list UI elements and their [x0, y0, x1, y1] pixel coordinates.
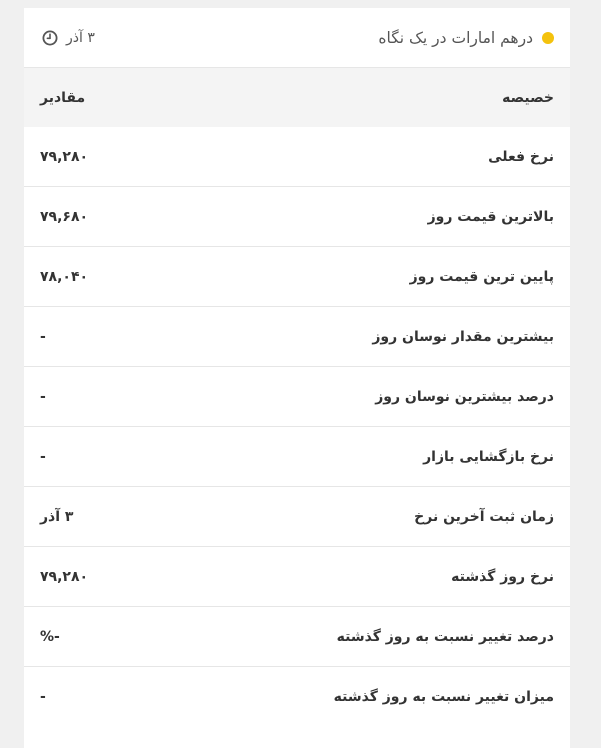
column-header-value: مقادیر [24, 68, 206, 127]
table-header-row [24, 68, 570, 127]
date-text: ۳ آذر [66, 29, 95, 46]
row-label: بیشترین مقدار نوسان روز [206, 307, 570, 367]
row-value: - [24, 367, 206, 427]
row-label: بالاترین قیمت روز [206, 187, 570, 247]
row-label: درصد بیشترین نوسان روز [206, 367, 570, 427]
card-title-group [378, 29, 554, 47]
column-header-property: خصیصه [206, 68, 570, 127]
table-row [24, 367, 570, 427]
row-label: میزان تغییر نسبت به روز گذشته [206, 667, 570, 727]
row-label: نرخ روز گذشته [206, 547, 570, 607]
table-row [24, 547, 570, 607]
table-row [24, 487, 570, 547]
row-value: ۷۹,۶۸۰ [24, 187, 206, 247]
row-label: زمان ثبت آخرین نرخ [206, 487, 570, 547]
table-row [24, 427, 570, 487]
row-label: نرخ بازگشایی بازار [206, 427, 570, 487]
row-value: ۷۹,۲۸۰ [24, 547, 206, 607]
last-update-date [42, 30, 95, 46]
row-value: - [24, 667, 206, 727]
row-value: ۷۹,۲۸۰ [40, 148, 89, 165]
clock-icon [42, 30, 58, 46]
row-label: درصد تغییر نسبت به روز گذشته [206, 607, 570, 667]
table-row [24, 247, 570, 307]
row-value: - [24, 427, 206, 487]
table-row [24, 307, 570, 367]
table-row [24, 187, 570, 247]
card-title: درهم امارات در یک نگاه [378, 28, 533, 47]
row-label: نرخ فعلی [488, 148, 554, 165]
currency-overview-card [24, 8, 570, 748]
row-value: -% [24, 607, 206, 667]
table-row [24, 667, 570, 727]
row-label: پایین ترین قیمت روز [206, 247, 570, 307]
row-value: - [24, 307, 206, 367]
yellow-dot-icon [542, 32, 554, 44]
table-row [24, 607, 570, 667]
card-header [24, 8, 570, 68]
row-value: ۳ آذر [24, 487, 206, 547]
row-value: ۷۸,۰۴۰ [24, 247, 206, 307]
table-row [24, 127, 570, 187]
overview-table [24, 68, 570, 726]
